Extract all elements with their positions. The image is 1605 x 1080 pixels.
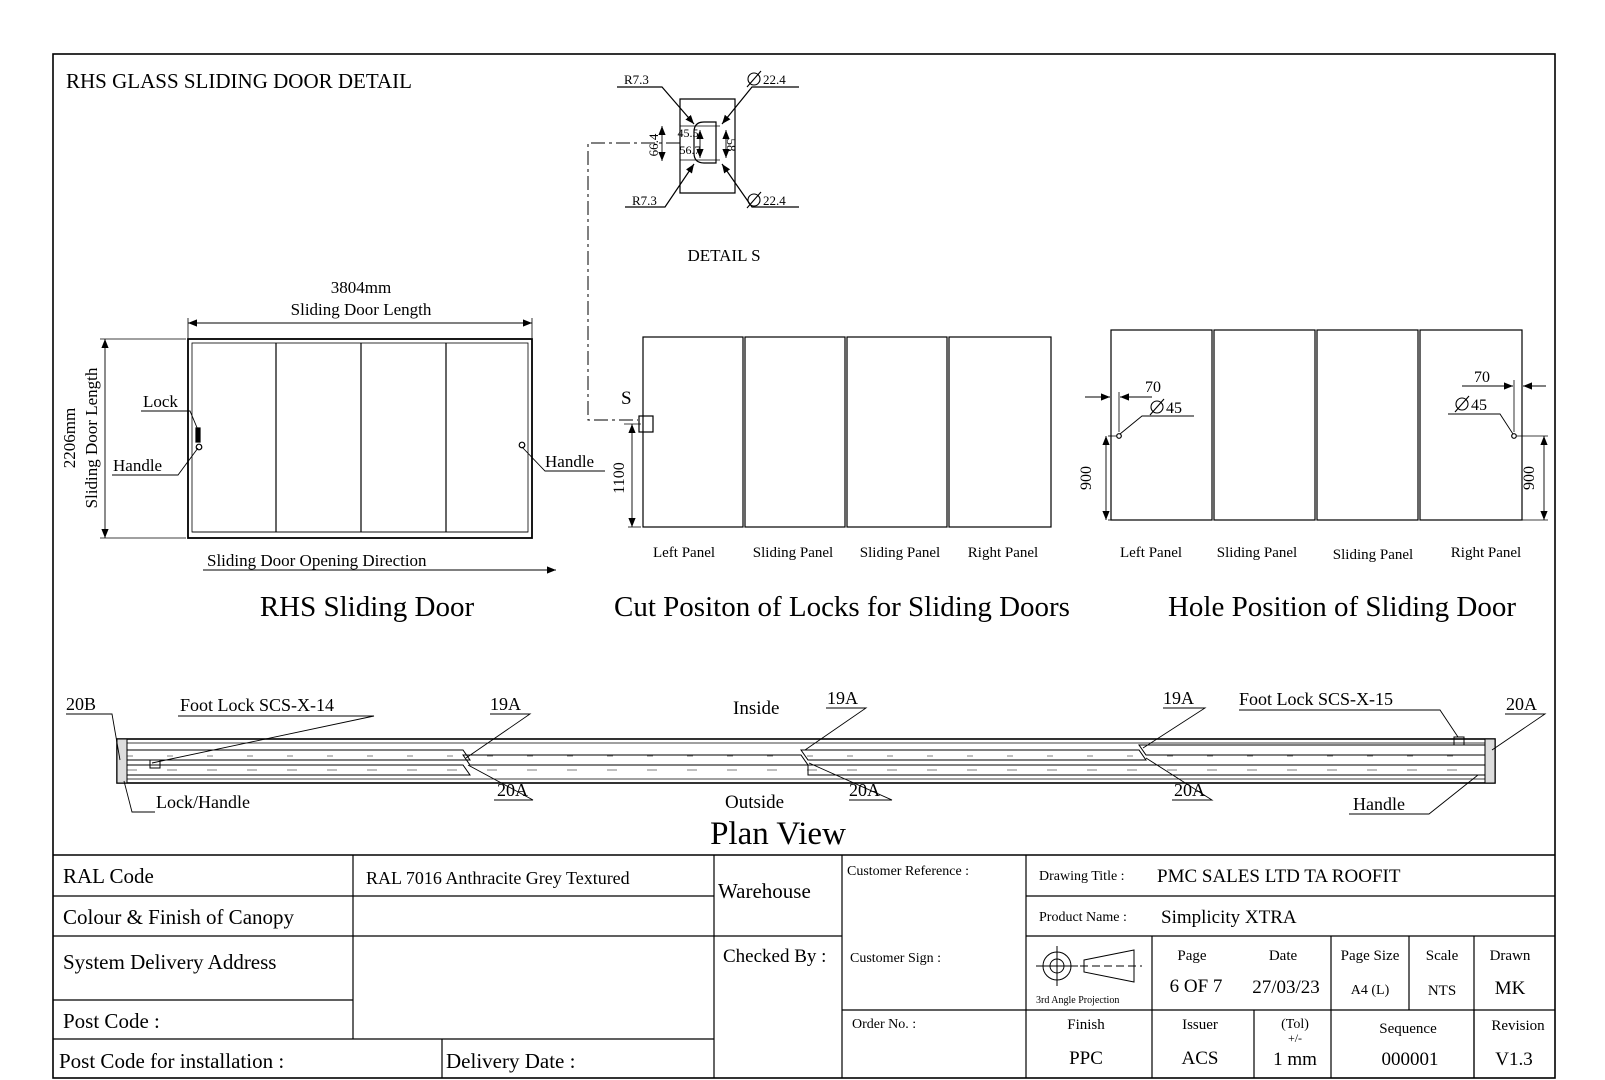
rhs-door-handle-right-label: Handle [545, 452, 595, 471]
detail-s-dia-bottom: 22.4 [763, 193, 786, 208]
detail-s-dim-567: 56.7 [679, 143, 701, 157]
cut-panel-label: Sliding Panel [859, 545, 941, 561]
issuer-label: Issuer [1182, 1017, 1218, 1033]
hole-left-height: 900 [1078, 466, 1095, 490]
hole-icon [1117, 434, 1122, 439]
cut-panel [949, 337, 1051, 527]
warehouse-label: Warehouse [718, 879, 811, 903]
date-label: Date [1268, 948, 1298, 964]
hole-left-dia: 45 [1166, 400, 1182, 417]
cut-panel-label: Left Panel [652, 545, 716, 561]
page-size-label: Page Size [1340, 948, 1400, 964]
diameter-icon [747, 192, 761, 208]
plan-handle: Handle [1353, 794, 1405, 814]
drawing-title-label: Drawing Title : [1039, 869, 1125, 884]
rhs-door-height-label: Sliding Door Length [82, 367, 101, 509]
finish-label: Finish [1067, 1017, 1105, 1033]
customer-reference-label: Customer Reference : [847, 864, 970, 879]
lock-icon [196, 428, 200, 442]
plan-label-20a-1: 20A [497, 780, 528, 800]
plan-label-20a-3: 20A [1174, 780, 1205, 800]
page-value: 6 OF 7 [1169, 976, 1223, 997]
cut-marker-box [639, 416, 653, 432]
rhs-door [100, 318, 605, 570]
hole-right-height: 900 [1521, 466, 1538, 490]
plan-foot-lock-right: Foot Lock SCS-X-15 [1239, 689, 1394, 709]
delivery-date-label: Delivery Date : [446, 1049, 576, 1073]
detail-s-r-bottom: R7.3 [632, 193, 657, 208]
hole-icon [1512, 434, 1517, 439]
plan-label-20b: 20B [66, 694, 97, 714]
plan-lock-handle: Lock/Handle [156, 792, 250, 812]
page-label: Page [1177, 948, 1207, 964]
ral-code-value: RAL 7016 Anthracite Grey Textured [366, 868, 630, 888]
post-code-install-label: Post Code for installation : [59, 1049, 285, 1073]
diameter-icon [747, 71, 761, 87]
cut-position-panels [624, 337, 1051, 527]
plan-inside: Inside [733, 698, 780, 719]
sequence-label: Sequence [1379, 1021, 1437, 1037]
hole-panel-label: Right Panel [1450, 545, 1522, 561]
detail-s-dim-58: 58 [724, 138, 739, 152]
colour-finish-label: Colour & Finish of Canopy [63, 905, 295, 929]
hole-panel-label: Sliding Panel [1216, 545, 1298, 561]
rhs-door-handle-left-label: Handle [113, 456, 163, 475]
checked-by-label: Checked By : [723, 946, 827, 967]
product-name-label: Product Name : [1039, 910, 1127, 925]
scale-value: NTS [1427, 983, 1457, 999]
third-angle-projection-icon [1036, 946, 1142, 986]
plan-label-19a-3: 19A [1163, 688, 1194, 708]
rhs-door-length-label: Sliding Door Length [290, 300, 432, 319]
drawn-label: Drawn [1489, 948, 1531, 964]
detail-s-caption: DETAIL S [687, 246, 761, 265]
detail-s-r-top: R7.3 [624, 72, 649, 87]
handle-icon [519, 442, 525, 448]
rhs-door-title: RHS Sliding Door [259, 591, 475, 623]
cut-panel [643, 337, 743, 527]
diameter-icon [1150, 399, 1164, 415]
scale-label: Scale [1425, 948, 1459, 964]
cut-panel-label: Right Panel [967, 545, 1039, 561]
cut-height-dim: 1100 [611, 462, 628, 494]
hole-panel [1214, 330, 1315, 520]
header-title: RHS GLASS SLIDING DOOR DETAIL [66, 69, 412, 93]
date-value: 27/03/23 [1252, 977, 1320, 998]
plan-outside: Outside [725, 792, 785, 813]
rhs-door-lock-label: Lock [143, 392, 178, 411]
revision-label: Revision [1491, 1018, 1545, 1034]
finish-value: PPC [1069, 1048, 1103, 1069]
cut-panel [847, 337, 947, 527]
page-size-value: A4 (L) [1350, 983, 1390, 998]
order-no-label: Order No. : [852, 1017, 917, 1032]
plan-label-20a-2: 20A [849, 780, 880, 800]
tol-value: 1 mm [1273, 1049, 1317, 1070]
hole-left-offset: 70 [1145, 379, 1161, 396]
issuer-value: ACS [1181, 1048, 1219, 1069]
plan-foot-lock-left: Foot Lock SCS-X-14 [180, 695, 335, 715]
cut-panel [745, 337, 845, 527]
hole-panel [1317, 330, 1418, 520]
tol-sub: +/- [1287, 1031, 1303, 1045]
system-delivery-label: System Delivery Address [63, 950, 277, 974]
rhs-door-length-value: 3804mm [330, 278, 392, 297]
drawing-title-value: PMC SALES LTD TA ROOFIT [1157, 866, 1401, 887]
plan-view-title: Plan View [710, 816, 846, 852]
drawn-value: MK [1494, 978, 1526, 999]
detail-s-dim-455: 45.5 [677, 126, 699, 140]
projection-label: 3rd Angle Projection [1036, 995, 1120, 1006]
hole-right-offset: 70 [1474, 369, 1490, 386]
product-name-value: Simplicity XTRA [1161, 907, 1297, 928]
rhs-door-height-value: 2206mm [60, 407, 79, 469]
hole-panel-label: Sliding Panel [1332, 547, 1414, 563]
post-code-label: Post Code : [63, 1009, 160, 1033]
hole-panel [1111, 330, 1212, 520]
plan-label-19a-1: 19A [490, 694, 521, 714]
diameter-icon [1455, 396, 1469, 412]
hole-position-title: Hole Position of Sliding Door [1167, 591, 1517, 623]
rhs-door-frame [188, 339, 532, 538]
plan-label-20a-top: 20A [1506, 694, 1537, 714]
hole-panel-label: Left Panel [1119, 545, 1183, 561]
detail-s-dim-664: 66.4 [646, 133, 661, 157]
hole-right-dia: 45 [1471, 397, 1487, 414]
cut-panel-label: Sliding Panel [752, 545, 834, 561]
cut-marker-s: S [621, 388, 632, 409]
tol-label: (Tol) [1281, 1017, 1309, 1032]
cut-position-title: Cut Positon of Locks for Sliding Doors [614, 591, 1070, 623]
sequence-value: 000001 [1381, 1049, 1439, 1070]
hole-position-panels [1085, 330, 1548, 520]
detail-s-link [588, 143, 680, 420]
ral-code-label: RAL Code [63, 864, 154, 888]
rhs-door-opening-label: Sliding Door Opening Direction [207, 551, 427, 570]
plan-label-19a-2: 19A [827, 688, 858, 708]
customer-sign-label: Customer Sign : [850, 951, 942, 966]
revision-value: V1.3 [1495, 1049, 1533, 1070]
detail-s-dia-top: 22.4 [763, 72, 786, 87]
plan-view-track [66, 708, 1545, 814]
